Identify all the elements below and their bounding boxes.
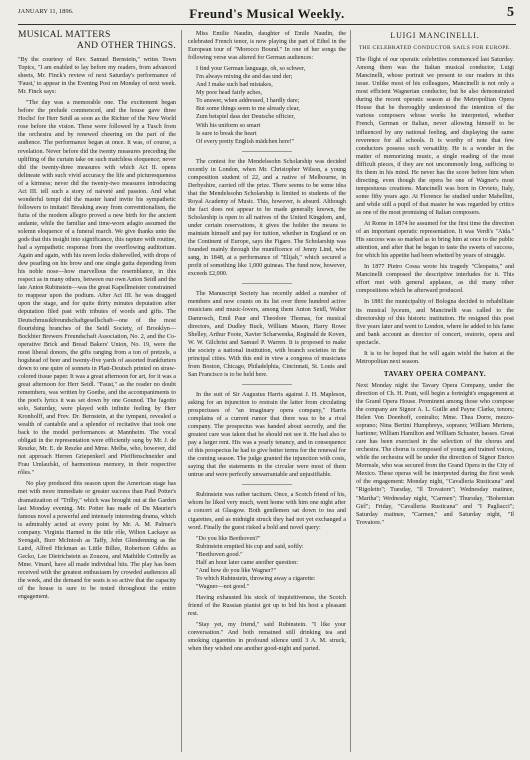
article-paragraph: "By the courtesy of Rev. Samuel Bernstein," writes Town Topics, "I am enabled to lay before my readers, from advanced sheets, Mr. Finck's review of next Saturday's performance of 'Faust,' to appear in the Evening Post on Monday of next week. Mr. Finck says: (18, 57, 176, 96)
article-paragraph: "Stay yet, my friend," said Rubinstein. "I like your conversation." And both remained still drinking tea and smoking cigarettes in profound silence until 3 A. M. struck, when they wished one another good-night and parted. (188, 622, 346, 653)
dialog-line: Half an hour later came another question: (196, 559, 298, 566)
article-paragraph: In 1881 the municipality of Bologna decided to rehabilitate its musical lyceum, and Mancinelli was called to the directorship of this historic institution. He resigned this post five years later and went to London, where he added to his fame and bank account as director of concert, oratorio, opera and spectacle. (356, 299, 514, 346)
column-divider (350, 30, 351, 752)
article-paragraph: Next Monday night the Tavary Opera Company, under the direction of Ch. H. Pratt, will begin a fortnight's engagement at the Grand Opera House. Prominent among those who compose the company are Signor A. L. Guille and Payne Clarke, tenors; Helen Von Doenhoff, contralto; Mme. Thea Dorre, mezzo-soprano; Nina Bertini Humphreys, soprano; William Mertens, baritone; William Hamilton and William Schuster, basses. Great care has been exercised in the selection of the chorus and orchestra. The chorus is composed of young and trained voices, while the orchestra will be under the direction of Signor Enrico Morreale, who was secured from the Grand Opera in the City of Mexico. These operas will be interpreted during the first week of the engagement: Monday night, "Cavalleria Rusticana" and "Rigoletto"; Tuesday, "Il Trovatore"; Wednesday matinee, "Martha"; Wednesday night, "Carmen"; Thursday, "Bohemian Girl"; Friday, "Cavalleria Rusticana" and "I Pagliacci"; Saturday matinee, "Carmen," and Saturday night, "Il Trovatore." (356, 382, 514, 526)
verse-line: Zum beispiel dass der Deutsche officier, (196, 114, 295, 121)
section-title (18, 30, 176, 52)
article-heading: TAVARY OPERA COMPANY. (383, 369, 487, 378)
article-paragraph: The Manuscript Society has recently added a number of members and now counts on its list over three hundred active musicians and music-lovers, among them Anton Seidl, Walter Damrosch, Emil Paur and Theodore Thomas, for musical directors, and Dudley Buck, William Mason, Harry Rowe Shelley, Arthur Foote, Xavier Scharwenka, Reginald de Koven, W. W. Gilchrist and Samuel P. Warren. It is proposed to make the society a national institution, with branch societies in the principal cities. With this end in view a congress of musicians from Boston, Chicago, Philadelphia, Cincinnati, St. Louis and San Francisco is to be held here. (188, 291, 346, 378)
article-paragraph: In the suit of Sir Augustus Harris against J. H. Mapleson, asking for an injunction to restrain the latter from circulating prospectuses of "an imaginary opera company," Harris complains of a current rumor that there was to be a rival company. The prospectus was handed about secretly, and the greatest care was taken that he should not see it. He had also to pay a larger rent. His was a yearly tenancy, and in consequence of this prospectus he had to give better terms for the renewal for the coming season. The judge granted the injunction with costs, saying that the statements in the circular were most of them untrue and were perfectly unwarrantable and unjustifiable. (188, 391, 346, 479)
verse-line: I'm always mixing die and das und der; (196, 74, 293, 81)
article-paragraph: It is to be hoped that he will again wield the baton at the Metropolitan next season. (356, 350, 514, 365)
article-subheading: THE CELEBRATED CONDUCTOR SAILS FOR EUROPE. (358, 45, 512, 52)
article-paragraph: "The day was a memorable one. The excitement began before the prelude commenced, and the house gave three Hochs! for Herr Seidl as soon as the Richter of the New World rose before the vision. These were followed by a Tusch from the orchestra and by renewed cheering on the part of the audience. The performance began at once. It was, of course, a revelation. Never before did the twenty measures preceding the uplifting of the curtain take on such matchless eloquence; never did the twenty-three measures with which Act II. opens delineate with such vivid accuracy the life and picturesqueness of a kirmess; never did the twenty-two measures introducing Act III. tell such a story of naiveté and passion. And what wonderful tempi did the master hand invite his sympathetic followers to imitate! Breaking away from conventionalism, the furia of the modern allegro proved a new birth for the ancient andante, while the familiar and time-worn adagio assumed the solemn eloquence of a funeral march. We give thanks unto the gods that this insight into significance, this rapture with routine, had a sympathetic response from the overflowing auditorium. Again and again, with his raven locks dishevelled, with drops of dew pearling on his brow and one single gutta depending from his noble nose—how marvellous the resemblance, in this respect as in many others, between our own Anton Seidl and the late Anton Rubinstein—was the great Kapellmeister constrained to reappear upon the podium. After Act III. he was dragged upon the stage, and for quite thirty minutes deputation after deputation filed past with tributes of words and gifts. The Deutschmusikfreundschaftgesellschaft—one of the most flourishing branches of the Seidl Society, of Brooklyn—Bockbier Brewers Freundschaft Association, No. 2, and the Co-operative Brick and Bread Bakers' Union, No. 19, were the most liberal donors, the gifts ranging from a ton of pretzels, a hogshead of beer and twenty-five yards of assorted frankfurters down to one quire of sonnets in Platt-Deutsch printed on straw-colored tissue paper. It was a great afternoon for art, for it was a great afternoon for Herr Seidl. "Faust," as the reader no doubt remembers, was written by Goethe, and the accompaniments to the poet's lyrics it was set down by one Gounod. The fagotto solo, Saturday, were played with infinite feeling by Herr Kronholff, and Frev. Dr. Bernstein, at the tympani, revealed a wealth of cantabile and a splendor of recitative that took one back to the model performances at Mannheim. The vocal obligati in the representation were efficiently sung by Mr. J. de Reszke, Mr. E. de Reszke and Mme. Melba, who, however, did not approach Herren Griepenkerl and Pfeiffenschneider and Frau Umlaufski, of harmonious memory, in their respective rôles." (18, 100, 176, 477)
article-heading: LUIGI MANCINELLI. (390, 31, 480, 40)
verse-line: My poor head fairly aches, (196, 90, 262, 97)
article-paragraph: Miss Emilie Naudin, daughter of Emile Naudin, the celebrated French tenor, is now playing the part of Ethel in the European tour of "Morocco Bound." In one of her songs the following verse was altered for German audiences: (188, 31, 346, 62)
article-paragraph: The flight of our operatic celebrities commenced last Saturday. Among them was the Italian musical conductor, Luigi Mancinelli, whose portrait we present to our readers in this issue. Unlike most of his colleagues, Mancinelli is not only a most efficient Wagnerian conductor, but he also demonstrated during the recent operatic season at the Metropolitan Opera House that he thoroughly understood the intention of the various composers whose works he interpreted, whether French, German or Italian, never allowing himself to be influenced by any national feeling, and displaying the same reverence for all schools. It is worthy of note that few conductors possess such versatility. He is a wonder in the matter of memorizing music, a single reading of the most difficult pieces, if they are not uncommonly long, sufficing to fix them in his mind. He never has the score before him when directing, even though the opera be one of Wagner's most tempestuous creations. Mancinelli was born in Orvieto, Italy, some fifty years ago. At Florence he studied under Mabellini, and while still a pupil of that master he was regarded by critics as one of the most promising of Italian composers. (356, 57, 514, 216)
column-right (356, 30, 514, 755)
dialog-line: Rubinstein emptied his cup and said, softly: (196, 543, 304, 550)
article-separator (242, 484, 292, 485)
article-paragraph: The contest for the Mendelssohn Scholarship was decided recently in London, when Mr. Christopher Wilson, a young composition student of 22, and a native of Melbourne, in Derbyshire, carried off the prize. There seems to be some idea that the Mendelssohn Scholarship is limited to students of the Royal Academy of Music. This, however, is absurd. Although the fact does not appear to be made generally known, the Scholarship is open to all natives of the United Kingdom, and, under certain reservations, it gives the holder the means to maintain himself and pay for tuition, whether in England or on the Continent of Europe, says the Figaro. The Scholarship was founded mainly through the munificence of Jenny Lind, who sang, in 1848, at a performance of "Elijah," which secured a profit of something like 1,000 guineas. The fund now, however, exceeds £2,000. (188, 158, 346, 278)
article-paragraph: Having exhausted his stock of inquisitiveness, the Scotch friend of the Russian pianist got up to bid his host a pleasant rest. (188, 594, 346, 618)
verse-block (188, 65, 346, 145)
issue-date: JANUARY 11, 1896. (18, 8, 74, 15)
article-paragraph: In 1877 Pietro Cossa wrote his tragedy "Cleopatra," and Mancinelli composed the descriptive interludes for it. This effort met with general applause, as did many other compositions which he afterward produced. (356, 264, 514, 295)
verse-line: To answer, when addressed, I hardly dare; (196, 98, 300, 105)
dialog-line: "Wagner—not good." (196, 583, 250, 590)
verse-line: Is sure to break the heart (196, 130, 257, 137)
column-left (18, 30, 176, 755)
verse-line: But some things seem to me already clear, (196, 106, 300, 113)
article-paragraph: No play produced this season upon the American stage has met with more immediate or greater success than Paul Potter's dramatization of "Trilby," which was brought out at the Garden last Monday evening. Mr. Potter has made of Du Maurier's famous novel a powerful and intensely interesting drama, which is admirably acted at every point by Mr. A. M. Palmer's company. Virginia Harned in the title rôle, Wilton Lackaye as Svengali, Burr McIntosh as Taffy, John Glendenning as the Laird, Alfred Hickman as Little Billee, Robertson Gibbs as Gecko, Lee Dietrichstein as Zouzou, and Mathilde Cottrelly as Mme. Vinard, have all made individual hits. The play has been received with the greatest enthusiasm by crowded audiences all the week, and the demand for seats is so active that the capacity of the house is sure to be tested throughout the entire engagement. (18, 481, 176, 601)
article-separator (242, 384, 292, 385)
section-title-line-2: AND OTHER THINGS. (76, 41, 176, 51)
dialog-line: To which Rubinstein, throwing away a cigarette: (196, 575, 316, 582)
article-paragraph: At Rome in 1874 he assumed for the first time the direction of an important operatic representation. It was Verdi's "Aïda." His success was so marked as to bring him at once to the public attention, and after that he began to taste the sweets of success, for which his appetite had been whetted by years of struggle. (356, 221, 514, 260)
dialog-block (188, 535, 346, 591)
page-number: 5 (507, 5, 514, 20)
column-middle (188, 30, 346, 755)
masthead-title: Freund's Musical Weekly. (189, 6, 345, 21)
dialog-line: "Beethoven good." (196, 551, 243, 558)
dialog-line: "And how do you like Wagner?" (196, 567, 276, 574)
verse-line: And I make such bad mistakes, (196, 82, 273, 89)
column-divider (181, 30, 182, 752)
article-separator (242, 151, 292, 152)
section-title-line-1: MUSICAL MATTERS (18, 30, 111, 40)
dialog-line: "Do you like Beethoven?" (196, 535, 261, 542)
verse-line: I find your German language, oh, so schwer, (196, 66, 306, 73)
article-separator (242, 283, 292, 284)
page-header (18, 6, 516, 25)
verse-line: Of every pretty English mädchen here!" (196, 138, 295, 145)
article-paragraph: Rubinstein was rather taciturn. Once, a Scotch friend of his, whom he liked very much, went home with him one night after a concert at Glasgow. Both gentlemen sat down to tea and cigarettes, and as midnight struck they had not yet exchanged a word. Finally the guest risked a bold and novel query: (188, 492, 346, 531)
verse-line: With his uniform so smart (196, 122, 261, 129)
